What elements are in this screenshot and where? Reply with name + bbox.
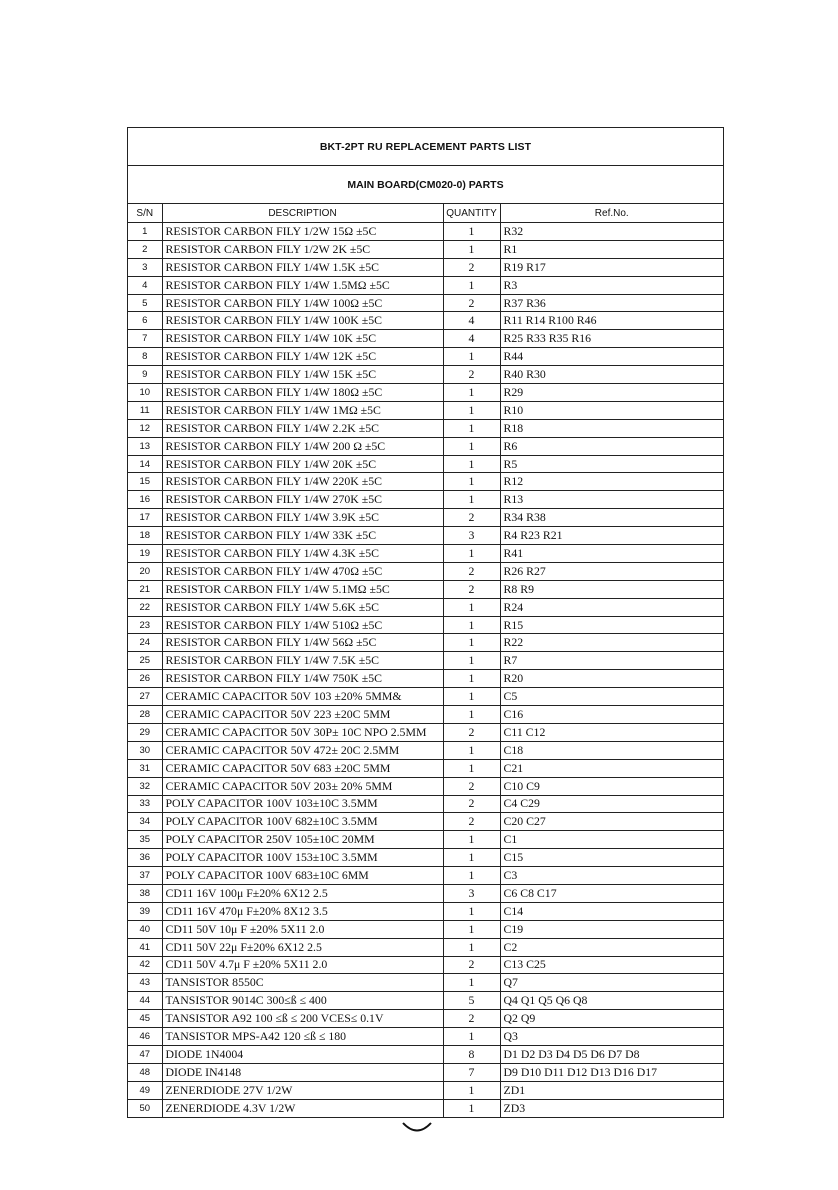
cell-quantity: 1 [443, 759, 500, 777]
cell-ref-no: C10 C9 [500, 777, 723, 795]
table-row [128, 867, 723, 885]
cell-quantity: 1 [443, 419, 500, 437]
cell-description: TANSISTOR A92 100 ≤ß ≤ 200 VCES≤ 0.1V [162, 1010, 443, 1028]
cell-quantity: 7 [443, 1063, 500, 1081]
cell-sn: 19 [128, 545, 162, 563]
cell-sn: 22 [128, 598, 162, 616]
cell-sn: 8 [128, 348, 162, 366]
table-row [128, 634, 723, 652]
cell-ref-no: C16 [500, 706, 723, 724]
cell-description: POLY CAPACITOR 100V 153±10C 3.5MM [162, 849, 443, 867]
cell-quantity: 1 [443, 616, 500, 634]
cell-quantity: 1 [443, 688, 500, 706]
cell-sn: 42 [128, 956, 162, 974]
cell-ref-no: Q3 [500, 1028, 723, 1046]
table-row [128, 795, 723, 813]
cell-sn: 11 [128, 401, 162, 419]
cell-ref-no: R11 R14 R100 R46 [500, 312, 723, 330]
table-row [128, 258, 723, 276]
cell-sn: 29 [128, 723, 162, 741]
cell-ref-no: R34 R38 [500, 509, 723, 527]
table-row [128, 706, 723, 724]
table-row [128, 312, 723, 330]
cell-ref-no: C13 C25 [500, 956, 723, 974]
table-row [128, 884, 723, 902]
cell-description: RESISTOR CARBON FILY 1/4W 220K ±5C [162, 473, 443, 491]
cell-description: RESISTOR CARBON FILY 1/4W 12K ±5C [162, 348, 443, 366]
cell-quantity: 4 [443, 312, 500, 330]
cell-sn: 44 [128, 992, 162, 1010]
cell-description: RESISTOR CARBON FILY 1/4W 7.5K ±5C [162, 652, 443, 670]
cell-sn: 31 [128, 759, 162, 777]
cell-ref-no: R5 [500, 455, 723, 473]
cell-ref-no: D9 D10 D11 D12 D13 D16 D17 [500, 1063, 723, 1081]
cell-quantity: 1 [443, 741, 500, 759]
cell-description: RESISTOR CARBON FILY 1/4W 1MΩ ±5C [162, 401, 443, 419]
table-row [128, 688, 723, 706]
cell-ref-no: C2 [500, 938, 723, 956]
cell-description: RESISTOR CARBON FILY 1/4W 20K ±5C [162, 455, 443, 473]
cell-description: RESISTOR CARBON FILY 1/4W 750K ±5C [162, 670, 443, 688]
table-row [128, 384, 723, 402]
cell-ref-no: C18 [500, 741, 723, 759]
cell-ref-no: C20 C27 [500, 813, 723, 831]
cell-quantity: 1 [443, 240, 500, 258]
table-body [128, 223, 723, 1117]
cell-quantity: 2 [443, 723, 500, 741]
cell-description: TANSISTOR 8550C [162, 974, 443, 992]
table-header-row [128, 204, 723, 223]
table-row [128, 956, 723, 974]
cell-sn: 48 [128, 1063, 162, 1081]
cell-ref-no: R1 [500, 240, 723, 258]
cell-sn: 21 [128, 580, 162, 598]
table-row [128, 992, 723, 1010]
cell-ref-no: R41 [500, 545, 723, 563]
cell-sn: 23 [128, 616, 162, 634]
cell-description: RESISTOR CARBON FILY 1/4W 470Ω ±5C [162, 562, 443, 580]
cell-description: RESISTOR CARBON FILY 1/4W 10K ±5C [162, 330, 443, 348]
cell-quantity: 3 [443, 527, 500, 545]
cell-ref-no: R32 [500, 223, 723, 241]
table-row [128, 598, 723, 616]
table-row [128, 938, 723, 956]
cell-quantity: 1 [443, 1099, 500, 1116]
cell-quantity: 2 [443, 580, 500, 598]
cell-quantity: 1 [443, 920, 500, 938]
document-title: BKT-2PT RU REPLACEMENT PARTS LIST [128, 128, 723, 166]
header-description: DESCRIPTION [162, 204, 443, 223]
table-row [128, 831, 723, 849]
cell-ref-no: ZD3 [500, 1099, 723, 1116]
cell-ref-no: C3 [500, 867, 723, 885]
parts-list-sheet [127, 127, 724, 1118]
cell-quantity: 2 [443, 294, 500, 312]
cell-description: RESISTOR CARBON FILY 1/4W 100Ω ±5C [162, 294, 443, 312]
cell-ref-no: R40 R30 [500, 366, 723, 384]
cell-quantity: 1 [443, 634, 500, 652]
table-row [128, 777, 723, 795]
table-row [128, 348, 723, 366]
cell-sn: 41 [128, 938, 162, 956]
cell-description: CERAMIC CAPACITOR 50V 472± 20C 2.5MM [162, 741, 443, 759]
cell-description: TANSISTOR 9014C 300≤ß ≤ 400 [162, 992, 443, 1010]
cell-sn: 28 [128, 706, 162, 724]
cell-sn: 13 [128, 437, 162, 455]
cell-description: CERAMIC CAPACITOR 50V 223 ±20C 5MM [162, 706, 443, 724]
cell-description: RESISTOR CARBON FILY 1/4W 56Ω ±5C [162, 634, 443, 652]
cell-sn: 30 [128, 741, 162, 759]
cell-ref-no: R19 R17 [500, 258, 723, 276]
cell-description: DIODE IN4148 [162, 1063, 443, 1081]
cell-quantity: 2 [443, 258, 500, 276]
table-row [128, 902, 723, 920]
cell-quantity: 1 [443, 545, 500, 563]
cell-sn: 40 [128, 920, 162, 938]
cell-quantity: 1 [443, 831, 500, 849]
table-row [128, 670, 723, 688]
cell-sn: 49 [128, 1081, 162, 1099]
cell-quantity: 2 [443, 956, 500, 974]
table-row [128, 366, 723, 384]
cell-sn: 6 [128, 312, 162, 330]
table-row [128, 562, 723, 580]
cell-sn: 38 [128, 884, 162, 902]
cell-ref-no: R4 R23 R21 [500, 527, 723, 545]
cell-ref-no: R20 [500, 670, 723, 688]
cell-sn: 2 [128, 240, 162, 258]
cell-description: CD11 50V 4.7μ F ±20% 5X11 2.0 [162, 956, 443, 974]
cell-quantity: 1 [443, 598, 500, 616]
cell-ref-no: R37 R36 [500, 294, 723, 312]
cell-sn: 12 [128, 419, 162, 437]
cell-sn: 32 [128, 777, 162, 795]
cell-sn: 50 [128, 1099, 162, 1116]
cell-quantity: 1 [443, 849, 500, 867]
table-row [128, 1010, 723, 1028]
cell-description: RESISTOR CARBON FILY 1/4W 180Ω ±5C [162, 384, 443, 402]
cell-sn: 9 [128, 366, 162, 384]
cell-description: CERAMIC CAPACITOR 50V 203± 20% 5MM [162, 777, 443, 795]
table-row [128, 741, 723, 759]
cell-quantity: 1 [443, 437, 500, 455]
cell-description: RESISTOR CARBON FILY 1/2W 2K ±5C [162, 240, 443, 258]
cell-quantity: 1 [443, 902, 500, 920]
table-row [128, 473, 723, 491]
cell-sn: 16 [128, 491, 162, 509]
cell-description: CD11 16V 470μ F±20% 8X12 3.5 [162, 902, 443, 920]
cell-description: ZENERDIODE 4.3V 1/2W [162, 1099, 443, 1116]
cell-sn: 43 [128, 974, 162, 992]
table-row [128, 330, 723, 348]
cell-description: CERAMIC CAPACITOR 50V 103 ±20% 5MM& [162, 688, 443, 706]
parts-table [128, 204, 723, 1117]
table-row [128, 974, 723, 992]
cell-sn: 17 [128, 509, 162, 527]
cell-quantity: 1 [443, 455, 500, 473]
cell-ref-no: C11 C12 [500, 723, 723, 741]
cell-sn: 34 [128, 813, 162, 831]
cell-description: RESISTOR CARBON FILY 1/4W 200 Ω ±5C [162, 437, 443, 455]
cell-description: DIODE 1N4004 [162, 1045, 443, 1063]
table-row [128, 527, 723, 545]
cell-ref-no: R13 [500, 491, 723, 509]
cell-ref-no: C14 [500, 902, 723, 920]
cell-sn: 47 [128, 1045, 162, 1063]
cell-quantity: 1 [443, 276, 500, 294]
table-row [128, 491, 723, 509]
cell-description: CD11 50V 22μ F±20% 6X12 2.5 [162, 938, 443, 956]
table-row [128, 545, 723, 563]
cell-description: CERAMIC CAPACITOR 50V 30P± 10C NPO 2.5MM [162, 723, 443, 741]
cell-quantity: 1 [443, 1028, 500, 1046]
cell-ref-no: C15 [500, 849, 723, 867]
cell-sn: 3 [128, 258, 162, 276]
table-row [128, 437, 723, 455]
cell-quantity: 2 [443, 795, 500, 813]
header-sn: S/N [128, 204, 162, 223]
cell-quantity: 1 [443, 384, 500, 402]
page-curve-mark [401, 1120, 433, 1134]
cell-description: RESISTOR CARBON FILY 1/4W 5.1MΩ ±5C [162, 580, 443, 598]
cell-description: POLY CAPACITOR 100V 682±10C 3.5MM [162, 813, 443, 831]
cell-quantity: 1 [443, 348, 500, 366]
table-row [128, 759, 723, 777]
cell-description: RESISTOR CARBON FILY 1/4W 510Ω ±5C [162, 616, 443, 634]
cell-quantity: 1 [443, 670, 500, 688]
table-row [128, 1081, 723, 1099]
cell-ref-no: R8 R9 [500, 580, 723, 598]
cell-sn: 18 [128, 527, 162, 545]
cell-sn: 45 [128, 1010, 162, 1028]
cell-sn: 33 [128, 795, 162, 813]
cell-ref-no: R3 [500, 276, 723, 294]
table-row [128, 652, 723, 670]
cell-quantity: 2 [443, 777, 500, 795]
cell-quantity: 2 [443, 562, 500, 580]
cell-quantity: 1 [443, 974, 500, 992]
cell-sn: 24 [128, 634, 162, 652]
header-quantity: QUANTITY [443, 204, 500, 223]
cell-description: RESISTOR CARBON FILY 1/4W 1.5K ±5C [162, 258, 443, 276]
cell-description: RESISTOR CARBON FILY 1/4W 4.3K ±5C [162, 545, 443, 563]
table-row [128, 276, 723, 294]
table-row [128, 723, 723, 741]
cell-sn: 7 [128, 330, 162, 348]
cell-sn: 46 [128, 1028, 162, 1046]
cell-ref-no: R6 [500, 437, 723, 455]
cell-description: CD11 16V 100μ F±20% 6X12 2.5 [162, 884, 443, 902]
cell-ref-no: C5 [500, 688, 723, 706]
table-row [128, 509, 723, 527]
table-row [128, 1063, 723, 1081]
table-row [128, 1045, 723, 1063]
cell-description: CD11 50V 10μ F ±20% 5X11 2.0 [162, 920, 443, 938]
cell-sn: 10 [128, 384, 162, 402]
cell-ref-no: R22 [500, 634, 723, 652]
table-row [128, 419, 723, 437]
cell-quantity: 1 [443, 867, 500, 885]
cell-ref-no: Q7 [500, 974, 723, 992]
cell-description: RESISTOR CARBON FILY 1/4W 2.2K ±5C [162, 419, 443, 437]
cell-quantity: 1 [443, 401, 500, 419]
cell-ref-no: R7 [500, 652, 723, 670]
cell-ref-no: Q2 Q9 [500, 1010, 723, 1028]
cell-quantity: 5 [443, 992, 500, 1010]
table-row [128, 1099, 723, 1116]
cell-sn: 37 [128, 867, 162, 885]
section-title: MAIN BOARD(CM020-0) PARTS [128, 166, 723, 204]
cell-ref-no: R12 [500, 473, 723, 491]
table-row [128, 223, 723, 241]
cell-quantity: 1 [443, 706, 500, 724]
cell-ref-no: C21 [500, 759, 723, 777]
table-row [128, 813, 723, 831]
cell-ref-no: ZD1 [500, 1081, 723, 1099]
cell-sn: 25 [128, 652, 162, 670]
cell-description: TANSISTOR MPS-A42 120 ≤ß ≤ 180 [162, 1028, 443, 1046]
table-row [128, 580, 723, 598]
cell-quantity: 2 [443, 813, 500, 831]
cell-quantity: 2 [443, 509, 500, 527]
cell-ref-no: R18 [500, 419, 723, 437]
table-row [128, 849, 723, 867]
cell-description: RESISTOR CARBON FILY 1/2W 15Ω ±5C [162, 223, 443, 241]
cell-sn: 15 [128, 473, 162, 491]
cell-sn: 36 [128, 849, 162, 867]
cell-quantity: 2 [443, 1010, 500, 1028]
cell-quantity: 8 [443, 1045, 500, 1063]
cell-sn: 20 [128, 562, 162, 580]
table-row [128, 1028, 723, 1046]
cell-quantity: 1 [443, 652, 500, 670]
cell-ref-no: R26 R27 [500, 562, 723, 580]
cell-quantity: 4 [443, 330, 500, 348]
cell-description: RESISTOR CARBON FILY 1/4W 15K ±5C [162, 366, 443, 384]
cell-sn: 27 [128, 688, 162, 706]
cell-ref-no: R25 R33 R35 R16 [500, 330, 723, 348]
table-row [128, 401, 723, 419]
cell-sn: 14 [128, 455, 162, 473]
cell-sn: 4 [128, 276, 162, 294]
cell-ref-no: Q4 Q1 Q5 Q6 Q8 [500, 992, 723, 1010]
table-row [128, 240, 723, 258]
cell-quantity: 3 [443, 884, 500, 902]
cell-description: RESISTOR CARBON FILY 1/4W 1.5MΩ ±5C [162, 276, 443, 294]
cell-ref-no: R10 [500, 401, 723, 419]
cell-sn: 1 [128, 223, 162, 241]
table-row [128, 616, 723, 634]
cell-description: RESISTOR CARBON FILY 1/4W 270K ±5C [162, 491, 443, 509]
cell-ref-no: R15 [500, 616, 723, 634]
cell-sn: 35 [128, 831, 162, 849]
cell-quantity: 1 [443, 1081, 500, 1099]
cell-ref-no: D1 D2 D3 D4 D5 D6 D7 D8 [500, 1045, 723, 1063]
cell-description: RESISTOR CARBON FILY 1/4W 33K ±5C [162, 527, 443, 545]
cell-description: ZENERDIODE 27V 1/2W [162, 1081, 443, 1099]
header-ref-no: Ref.No. [500, 204, 723, 223]
cell-quantity: 1 [443, 938, 500, 956]
table-row [128, 294, 723, 312]
cell-ref-no: C19 [500, 920, 723, 938]
cell-description: RESISTOR CARBON FILY 1/4W 3.9K ±5C [162, 509, 443, 527]
cell-quantity: 1 [443, 473, 500, 491]
cell-description: CERAMIC CAPACITOR 50V 683 ±20C 5MM [162, 759, 443, 777]
table-row [128, 455, 723, 473]
cell-description: POLY CAPACITOR 250V 105±10C 20MM [162, 831, 443, 849]
cell-ref-no: C4 C29 [500, 795, 723, 813]
cell-description: POLY CAPACITOR 100V 683±10C 6MM [162, 867, 443, 885]
cell-description: RESISTOR CARBON FILY 1/4W 5.6K ±5C [162, 598, 443, 616]
table-row [128, 920, 723, 938]
cell-ref-no: C6 C8 C17 [500, 884, 723, 902]
cell-quantity: 1 [443, 223, 500, 241]
cell-ref-no: R24 [500, 598, 723, 616]
cell-sn: 26 [128, 670, 162, 688]
cell-sn: 39 [128, 902, 162, 920]
cell-ref-no: R44 [500, 348, 723, 366]
cell-quantity: 1 [443, 491, 500, 509]
cell-ref-no: C1 [500, 831, 723, 849]
cell-quantity: 2 [443, 366, 500, 384]
cell-description: RESISTOR CARBON FILY 1/4W 100K ±5C [162, 312, 443, 330]
cell-sn: 5 [128, 294, 162, 312]
cell-ref-no: R29 [500, 384, 723, 402]
cell-description: POLY CAPACITOR 100V 103±10C 3.5MM [162, 795, 443, 813]
